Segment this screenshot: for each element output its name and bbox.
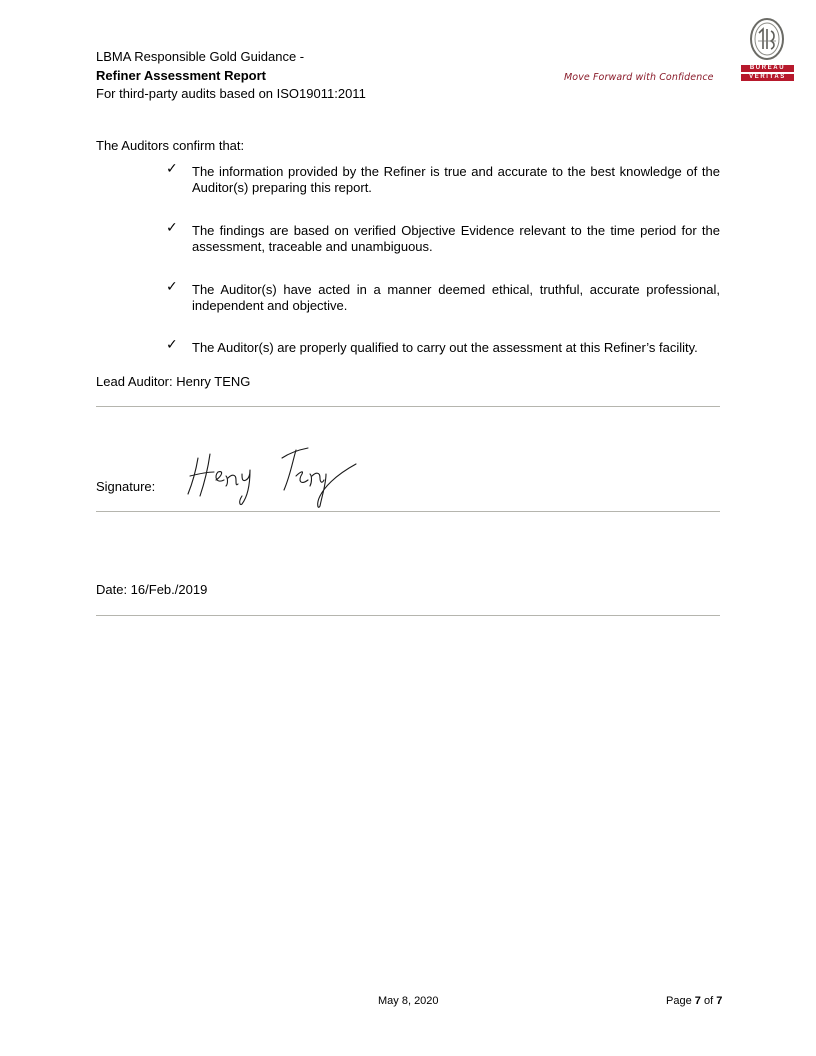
logo-veritas-bar: VERITAS: [741, 74, 794, 81]
checkmark-icon: ✓: [166, 220, 178, 236]
footer-date: May 8, 2020: [378, 995, 439, 1007]
confirmation-text: The Auditor(s) have acted in a manner deemed ethical, truthful, accurate professional, independent and objective.: [192, 282, 720, 313]
confirmation-item: [166, 279, 720, 314]
assessment-date: Date: 16/Feb./2019: [96, 582, 208, 597]
page-current: 7: [694, 995, 701, 1007]
bureau-veritas-seal-icon: [739, 15, 795, 65]
confirmation-item: [166, 337, 720, 356]
brand-tagline: Move Forward with Confidence: [564, 72, 714, 83]
confirmation-text: The Auditor(s) are properly qualified to carry out the assessment at this Refiner’s facility.: [192, 340, 698, 355]
header-guidance-title: LBMA Responsible Gold Guidance -: [96, 49, 305, 64]
confirmation-item: [166, 220, 720, 255]
handwritten-signature: [184, 440, 364, 512]
page-total: 7: [716, 995, 723, 1007]
confirmation-item: [166, 161, 720, 196]
footer-page-number: [666, 995, 722, 1007]
divider-rule: [96, 511, 720, 512]
confirmation-text: The information provided by the Refiner is true and accurate to the best knowledge of the Auditor(s) preparing this report.: [192, 164, 720, 195]
signature-label: Signature:: [96, 479, 156, 494]
checkmark-icon: ✓: [166, 161, 178, 177]
confirmation-intro: The Auditors confirm that:: [96, 138, 245, 153]
divider-rule: [96, 406, 720, 407]
divider-rule: [96, 615, 720, 616]
page-prefix: Page: [666, 995, 692, 1007]
page-of: of: [703, 995, 714, 1007]
confirmation-text: The findings are based on verified Objective Evidence relevant to the time period for the assessment, traceable and unambiguous.: [192, 223, 720, 254]
logo-bureau-bar: BUREAU: [741, 65, 794, 72]
checkmark-icon: ✓: [166, 337, 178, 353]
bureau-veritas-logo: [739, 15, 795, 85]
lead-auditor: Lead Auditor: Henry TENG: [96, 374, 251, 389]
header-audit-basis: For third-party audits based on ISO19011:2011: [96, 86, 366, 101]
checkmark-icon: ✓: [166, 279, 178, 295]
header-report-title: Refiner Assessment Report: [96, 67, 267, 83]
report-header: [96, 48, 366, 104]
